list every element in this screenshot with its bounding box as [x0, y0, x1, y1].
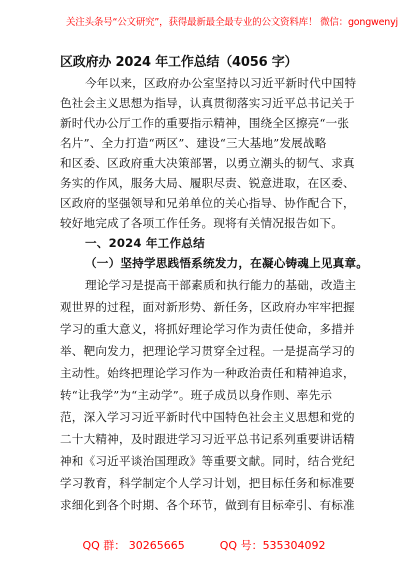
body-line: 举、靶向发力，把理论学习贯穿全过程。一是提高学习的 [60, 344, 355, 358]
body-line: 二十大精神，及时跟进学习习近平总书记系列重要讲话精 [60, 432, 355, 446]
body-line: 主动性。始终把理论学习作为一种政治责任和精神追求， [60, 366, 355, 380]
qq-group-number[interactable]: QQ 群： 30265665 [82, 539, 185, 552]
section-heading: 一、2024 年工作总结 [85, 236, 205, 250]
body-line: 神和《习近平谈治国理政》等重要文献。同时，结合党纪 [60, 454, 355, 468]
paragraph-line: 今年以来，区政府办公室坚持以习近平新时代中国特 [85, 76, 357, 90]
body-line: 理论学习是提高干部素质和执行能力的基础，改造主 [85, 278, 357, 292]
paragraph-line: 和区委、区政府重大决策部署，以勇立潮头的韧气、求真 [60, 156, 355, 170]
page-footer [0, 537, 408, 553]
subsection-heading: （一）坚持学思践悟系统发力，在凝心铸魂上见真章。 [85, 256, 369, 270]
paragraph-line: 色社会主义思想为指导，认真贯彻落实习近平总书记关于 [60, 96, 355, 110]
body-line: 观世界的过程，面对新形势、新任务，区政府办牢牢把握 [60, 300, 355, 314]
qq-account-number[interactable]: QQ 号：535304092 [219, 539, 326, 552]
body-line: 学习的重大意义，将抓好理论学习作为责任使命，多措并 [60, 322, 355, 336]
promo-banner[interactable]: 关注头条号“公文研究”，获得最新最全最专业的公文资料库！ 微信：gongwenyj [66, 17, 398, 28]
body-line: 范，深入学习习近平新时代中国特色社会主义思想和党的 [60, 410, 355, 424]
paragraph-line: 务实的作风，服务大局、履职尽责、锐意进取，在区委、 [60, 176, 355, 190]
paragraph-line: 区政府的坚强领导和兄弟单位的关心指导、协作配合下， [60, 196, 355, 210]
body-line: 求细化到各个时期、各个环节，做到有目标牵引、有标准 [60, 498, 355, 512]
document-title: 区政府办 2024 年工作总结（4056 字） [60, 55, 298, 70]
paragraph-line: 较好地完成了各项工作任务。现将有关情况报告如下。 [60, 216, 344, 230]
body-line: 学习教育，科学制定个人学习计划，把目标任务和标准要 [60, 476, 355, 490]
paragraph-line: 新时代办公厅工作的重要指示精神，围绕全区擦亮“一张 [60, 116, 350, 130]
paragraph-line: 名片”、全力打造“两区”、建设“三大基地”发展战略 [60, 136, 327, 150]
body-line: 转“让我学”为“主动学”。班子成员以身作则、率先示 [60, 388, 333, 402]
